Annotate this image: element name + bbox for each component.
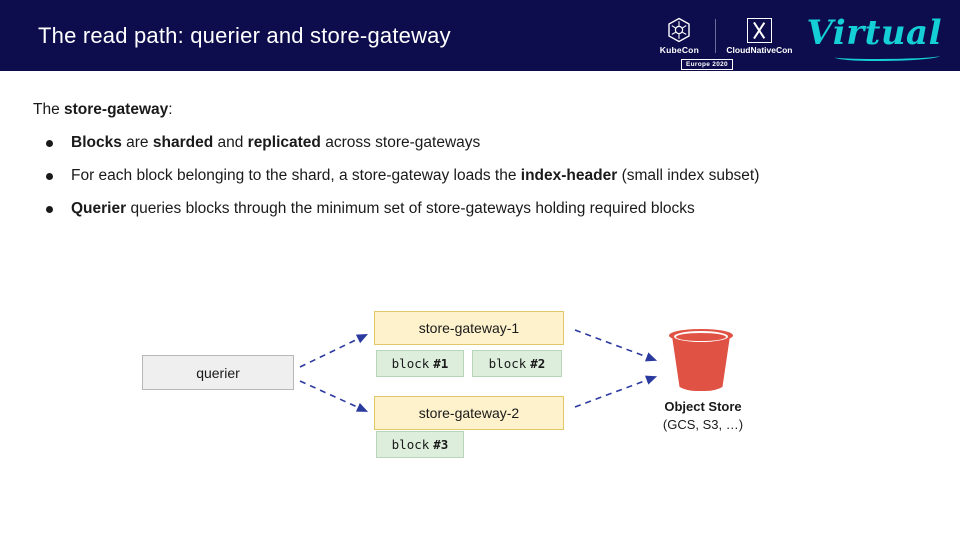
read-path-diagram bbox=[0, 285, 960, 485]
region-badge: Europe 2020 bbox=[681, 59, 733, 70]
bullet-dot-icon bbox=[46, 140, 53, 147]
object-store-bucket-icon bbox=[669, 329, 733, 391]
bucket-rim-center bbox=[676, 333, 726, 341]
block-chip bbox=[472, 350, 562, 377]
bullet-list bbox=[33, 133, 923, 232]
slide-header bbox=[0, 0, 960, 71]
block-chip bbox=[376, 431, 464, 458]
block-prefix: block bbox=[391, 437, 430, 452]
bullet-dot-icon bbox=[46, 206, 53, 213]
block-id: #2 bbox=[530, 356, 546, 371]
kubecon-logo bbox=[653, 17, 705, 55]
list-item bbox=[33, 199, 923, 220]
store-gateway-2-node: store-gateway-2 bbox=[374, 396, 564, 430]
intro-bold: store-gateway bbox=[64, 101, 169, 118]
bullet-text: Querier queries blocks through the minimum set of store-gateways holding required blocks bbox=[71, 199, 695, 217]
block-id: #3 bbox=[433, 437, 449, 452]
store-gateway-1-node: store-gateway-1 bbox=[374, 311, 564, 345]
object-store-title: Object Store bbox=[664, 399, 742, 414]
intro-suffix: : bbox=[168, 101, 173, 118]
list-item bbox=[33, 133, 923, 154]
page-title: The read path: querier and store-gateway bbox=[38, 23, 451, 48]
block-id: #1 bbox=[433, 356, 449, 371]
virtual-wordmark: Virtual bbox=[806, 13, 942, 53]
bullet-dot-icon bbox=[46, 173, 53, 180]
querier-node: querier bbox=[142, 355, 294, 390]
list-item bbox=[33, 166, 923, 187]
intro-line bbox=[33, 101, 173, 119]
header-accent-bar bbox=[0, 71, 960, 76]
bucket-body bbox=[672, 336, 730, 391]
kubernetes-wheel-icon bbox=[666, 17, 692, 43]
bullet-text: Blocks are sharded and replicated across store-gateways bbox=[71, 134, 481, 151]
bullet-text: For each block belonging to the shard, a store-gateway loads the index-header (small index subset) bbox=[71, 166, 760, 184]
cloudnativecon-mark-icon bbox=[747, 18, 772, 43]
block-prefix: block bbox=[488, 356, 527, 371]
logo-divider bbox=[715, 19, 716, 53]
kubecon-label: KubeCon bbox=[659, 45, 699, 55]
cloudnativecon-logo bbox=[726, 18, 792, 55]
block-chip bbox=[376, 350, 464, 377]
intro-prefix: The bbox=[33, 101, 65, 118]
cloudnativecon-label: CloudNativeCon bbox=[726, 44, 793, 55]
block-prefix: block bbox=[391, 356, 430, 371]
object-store-subtitle: (GCS, S3, …) bbox=[662, 417, 744, 432]
